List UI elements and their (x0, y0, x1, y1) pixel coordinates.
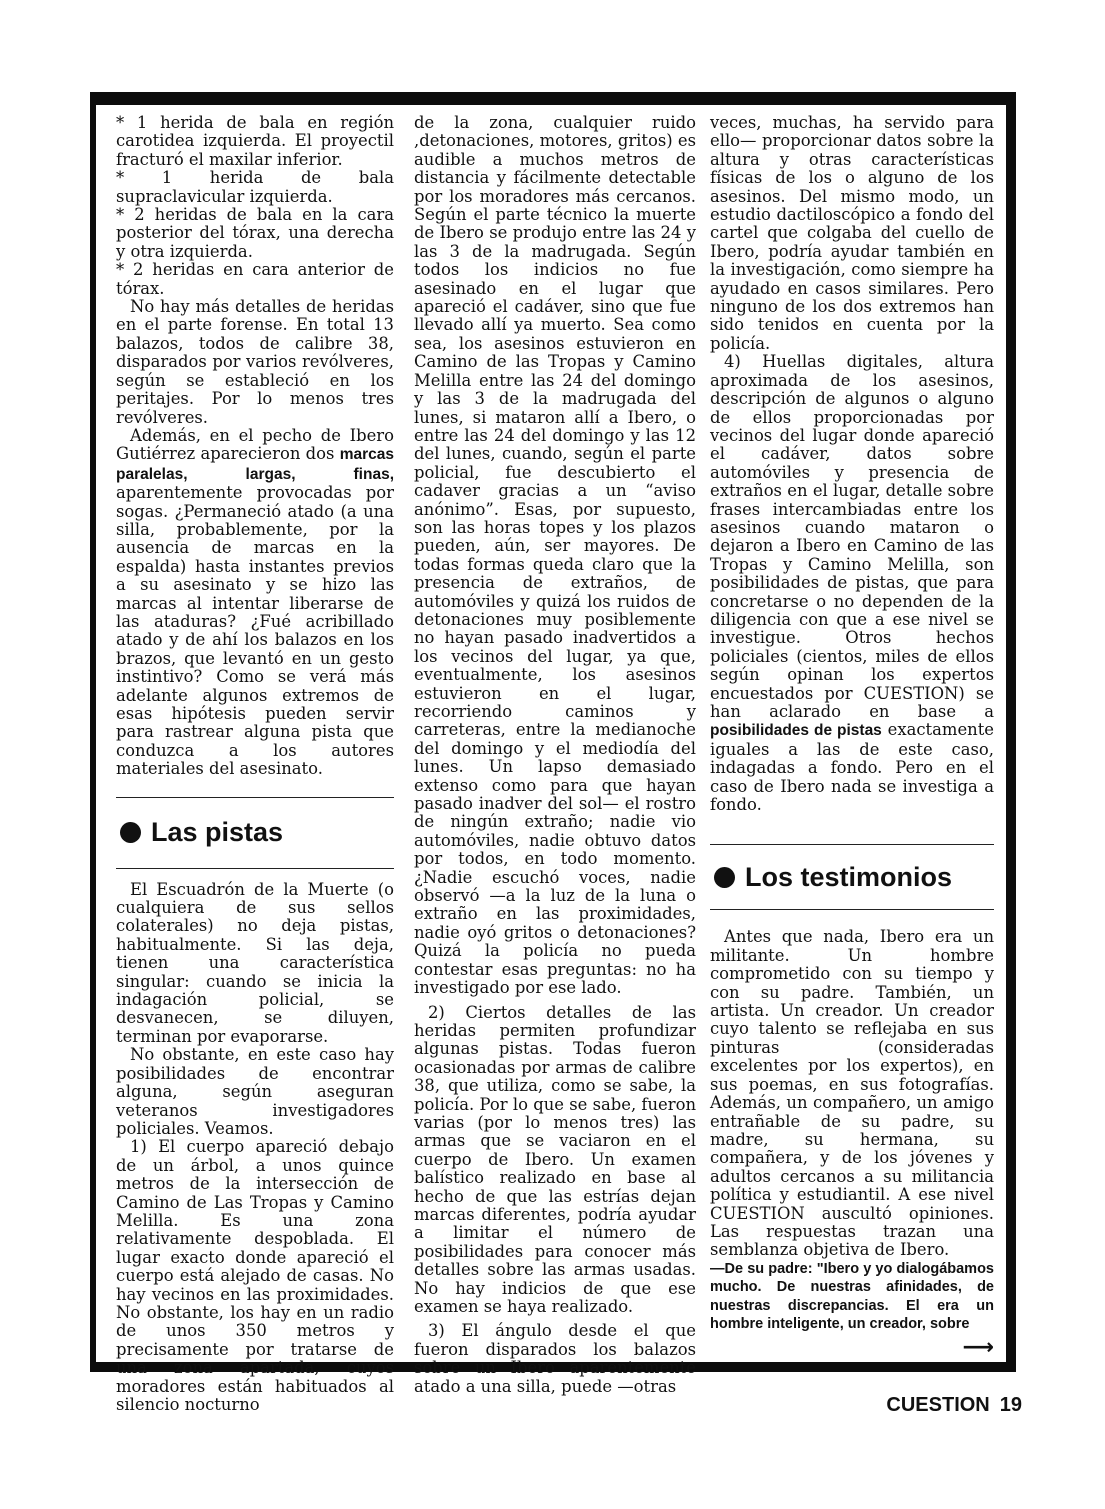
paragraph (116, 427, 394, 779)
bullet-icon (714, 867, 735, 888)
paragraph: 1) El cuerpo apareció debajo de un árbol, a unos quince metros de la intersección de Camino de Las Tropas y Camino Melilla. Es una zona relativamente despoblada. El lugar exacto donde apareció el cuerpo está alejado de casas. No hay vecinos en las proximidades. No obstante, los hay en un radio de unos 350 metros y precisamente por tratarse de una zona apartada, cuyos moradores están habituados al silencio nocturno (116, 1137, 394, 1414)
bold-text-run: posibilidades de pistas (710, 722, 882, 740)
text-run: exactamente iguales a las de este caso, indagadas a fondo. Pero en el caso de Ibero nada se investiga a fondo. (710, 720, 994, 815)
paragraph: 2) Ciertos detalles de las heridas permiten profundizar algunas pistas. Todas fueron ocasionadas por armas de calibre 38, que utiliza, como se sabe, la policía. Por lo que se sabe, fueron varias (por lo menos tres) las armas que se vaciaron en el cuerpo de Ibero. Un examen balístico realizado en base al hecho de que las estrías dejan marcas diferentes, podría ayudar a limitar el número de posibilidades para conocer más detalles sobre las armas usadas. No hay indicios de que ese examen se haya realizado. (414, 1002, 696, 1316)
quote-paragraph: —De su padre: "Ibero y yo dialogábamos mucho. De nuestras afinidades, de nuestras discrepancias. El era un hombre inteligente, un creador, sobre (710, 1260, 994, 1332)
wound-item-2: * 1 herida de bala supraclavicular izquierda. (116, 168, 394, 206)
column-3 (710, 114, 994, 1363)
bullet-icon (120, 822, 141, 843)
paragraph: 3) El ángulo desde el que fueron disparados los balazos sobre un Ibero aparentemente atado a una silla, puede —otras (414, 1321, 696, 1396)
wound-item-1: * 1 herida de bala en región carotidea izquierda. El proyectil fracturó el maxilar inferior. (116, 113, 394, 169)
wound-item-4: * 2 heridas en cara anterior de tórax. (116, 260, 394, 298)
section-heading-pistas (116, 798, 394, 868)
page-number: 19 (999, 1394, 1022, 1416)
paragraph: de la zona, cualquier ruido ,detonaciones, motores, gritos) es audible a muchos metros de distancia y fácilmente detectable por los moradores más cercanos. Según el parte técnico la muerte de Ibero se produjo entre las 24 y las 3 de la madrugada. Según todos los indicios no fue asesinado en el lugar que apareció el cadáver, sino que fue llevado allí ya muerto. Sea como sea, los asesinos estuvieron en Camino de las Tropas y Camino Melilla entre las 24 del domingo y las 3 de la madrugada del lunes, si mataron allí a Ibero, o entre las 24 del domingo y las 12 del lunes, cuando, según el parte policial, fue descubierto el cadaver gracias a un “aviso anónimo”. Esas, por supuesto, son las horas topes y los plazos pueden, aún, ser mayores. De todas formas queda claro que la presencia de extraños, de automóviles y quizá los ruidos de detonaciones muy posiblemente no hayan pasado inadvertidos a los vecinos del lugar, ya que, eventualmente, los asesinos estuvieron en el lugar, recorriendo caminos y carreteras, entre la medianoche del domingo y el mediodía del lunes. Un lapso demasiado extenso como para que hayan pasado inadver del sol— el rostro de ningún extraño; nadie vio automóviles, nadie obtuvo datos por todos, en todo momento. ¿Nadie escuchó voces, nadie observó —a la luz de la luna o extraño en las proximidades, nadie oyó gritos o detonaciones? Quizá la policía no pueda contestar esas preguntas: no ha investigado por ese lado. (414, 113, 696, 998)
frame-top-bar (90, 92, 1016, 105)
page-footer (860, 1394, 1022, 1417)
paragraph: No obstante, en este caso hay posibilidades de encontrar alguna, según aseguran veteranos investigadores policiales. Veamos. (116, 1045, 394, 1138)
column-2 (414, 114, 696, 1396)
text-run: 4) Huellas digitales, altura aproximada de los asesinos, descripción de algunos o alguno de ellos proporcionadas por vecinos del lugar donde apareció el cadáver, datos sobre automóviles y presencia de extraños en el lugar, detalle sobre frases intercambiadas entre los asesinos cuando mataron o dejaron a Ibero en Camino de las Tropas y Camino Melilla, son posibilidades de pistas, que para concretarse o no dependen de la diligencia con que a ese nivel se investigue. Otros hechos policiales (cientos, miles de ellos según opinan los expertos encuestados por CUESTION) se han aclarado en base a (710, 352, 994, 721)
section-heading-testimonios (710, 845, 994, 909)
paragraph: No hay más detalles de heridas en el parte forense. En total 13 balazos, todos de calibre 38, disparados por varios revólveres, según se estableció en los peritajes. Por lo menos tres revólveres. (116, 297, 394, 427)
paragraph: El Escuadrón de la Muerte (o cualquiera de sus sellos colaterales) no deja pistas, habitualmente. Si las deja, tienen una característica singular: cuando se inicia la indagación policial, se desvanecen, se diluyen, terminan por evaporarse. (116, 879, 394, 1046)
paragraph (710, 353, 994, 814)
heading-text: Las pistas (151, 817, 284, 848)
text-run: aparentemente provocadas por sogas. ¿Permaneció atado (a una silla, probablemente, por la ausencia de marcas en la espalda) hasta instantes previos a su asesinato y se hizo las marcas al intentar liberarse de las ataduras? ¿Fué acribillado atado y de ahí los balazos en los brazos, que levantó en un gesto instintivo? Como se verá más adelante algunos extremos de esas hipótesis pueden servir para rastrear alguna pista que conduzca a los autores materiales del asesinato. (116, 483, 394, 779)
frame-right-bar (1006, 92, 1016, 1372)
column-1 (116, 114, 394, 1414)
heading-text: Los testimonios (745, 862, 953, 893)
paragraph: Antes que nada, Ibero era un militante. Un hombre comprometido con su tiempo y con su padre. También, un artista. Un creador. Un creador cuyo talento se reflejaba en sus pinturas (consideradas excelentes por los expertos), en sus poemas, en sus fotografías. Además, un compañero, un amigo entrañable de su padre, su madre, su hermana, su compañera, y de los jóvenes y adultos cercanos a su militancia política y estudiantil. A ese nivel CUESTION auscultó opiniones. Las respuestas trazan una semblanza objetiva de Ibero. (710, 927, 994, 1260)
wound-item-3: * 2 heridas de bala en la cara posterior del tórax, una derecha y otra izquierda. (116, 205, 394, 261)
paragraph: veces, muchas, ha servido para ello— proporcionar datos sobre la altura y otras características físicas de los o alguno de los asesinos. Del mismo modo, un estudio dactiloscópico a fondo del cartel que colgaba del cuello de Ibero, podría ayudar también en la investigación, como siempre ha ayudado en casos similares. Pero ninguno de los dos extremos han sido tenidos en cuenta por la policía. (710, 113, 994, 353)
frame-left-bar (90, 92, 96, 1372)
continue-arrow-icon: ⟶ (962, 1335, 994, 1361)
text-run: Además, en el pecho de Ibero Gutiérrez aparecieron dos (116, 425, 394, 464)
bold-text-run: marcas paralelas, largas, finas, (116, 446, 394, 483)
publication-name: CUESTION (886, 1394, 990, 1416)
